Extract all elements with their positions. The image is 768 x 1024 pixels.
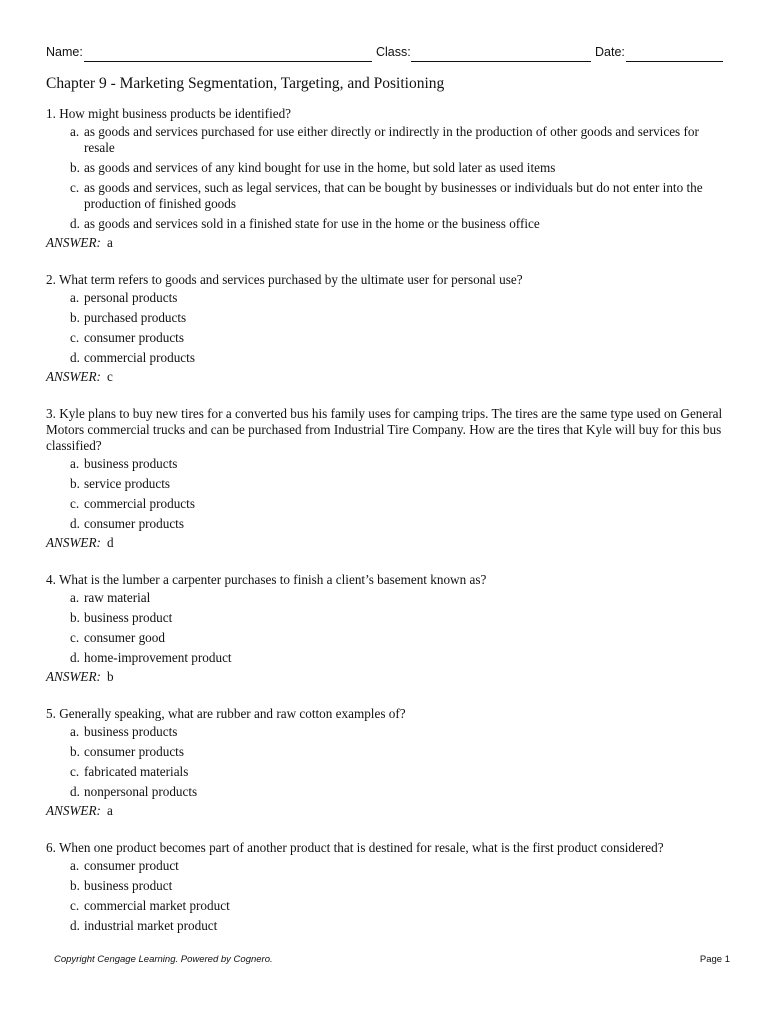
answer-key (46, 369, 726, 385)
choice-letter: d. (70, 350, 80, 365)
copyright-notice: Copyright Cengage Learning. Powered by Cognero. (54, 954, 273, 965)
choice-text: consumer good (84, 630, 165, 645)
choice-letter: b. (70, 744, 80, 759)
question-stem (46, 706, 726, 722)
question-text: What term refers to goods and services purchased by the ultimate user for personal use? (58, 272, 523, 287)
answer-choice (70, 744, 726, 760)
answer-choices (46, 290, 726, 366)
answer-label: ANSWER: (46, 369, 101, 384)
choice-letter: c. (70, 496, 80, 511)
question-number: 6. (46, 840, 56, 855)
answer-choices (46, 590, 726, 666)
chapter-title: Chapter 9 - Marketing Segmentation, Targeting, and Positioning (46, 75, 445, 92)
answer-choices (46, 724, 726, 800)
answer-key (46, 235, 726, 251)
answer-key (46, 535, 726, 551)
answer-choice (70, 858, 726, 874)
question-number: 3. (46, 406, 56, 421)
choice-letter: a. (70, 124, 80, 139)
choice-text: consumer products (84, 744, 184, 759)
question-item (46, 572, 726, 685)
choice-text: business products (84, 724, 178, 739)
answer-choices (46, 858, 726, 934)
answer-choice (70, 898, 726, 914)
choice-letter: c. (70, 330, 80, 345)
date-label: Date: (595, 45, 625, 59)
question-stem (46, 840, 726, 856)
answer-choice (70, 878, 726, 894)
choice-letter: b. (70, 476, 80, 491)
choice-text: as goods and services sold in a finished state for use in the home or the business office (84, 216, 540, 231)
question-item (46, 106, 726, 251)
choice-letter: d. (70, 918, 80, 933)
choice-text: commercial market product (84, 898, 230, 913)
class-blank-line[interactable] (411, 61, 591, 62)
question-stem (46, 572, 726, 588)
answer-label: ANSWER: (46, 535, 101, 550)
question-text: What is the lumber a carpenter purchases to finish a client’s basement known as? (58, 572, 487, 587)
name-blank-line[interactable] (84, 61, 372, 62)
choice-letter: d. (70, 784, 80, 799)
answer-choice (70, 764, 726, 780)
choice-letter: b. (70, 310, 80, 325)
answer-choice (70, 724, 726, 740)
class-label: Class: (376, 45, 411, 59)
question-number: 4. (46, 572, 56, 587)
choice-text: business product (84, 878, 173, 893)
answer-value: c (106, 369, 113, 384)
page-footer (54, 954, 730, 968)
choice-text: as goods and services, such as legal services, that can be bought by businesses or individuals but do not enter into the production of finished goods (84, 180, 703, 211)
answer-choice (70, 350, 726, 366)
question-text: How might business products be identified? (59, 106, 292, 121)
answer-choice (70, 496, 726, 512)
choice-letter: a. (70, 858, 80, 873)
answer-choice (70, 310, 726, 326)
answer-key (46, 803, 726, 819)
question-item (46, 840, 726, 934)
question-number: 2. (46, 272, 56, 287)
answer-choice (70, 330, 726, 346)
choice-letter: c. (70, 764, 80, 779)
answer-choice (70, 180, 726, 212)
name-label: Name: (46, 45, 83, 59)
choice-text: as goods and services purchased for use either directly or indirectly in the production of other goods and services for resale (84, 124, 699, 155)
question-stem (46, 106, 726, 122)
question-number: 5. (46, 706, 56, 721)
choice-text: purchased products (84, 310, 187, 325)
answer-value: b (106, 669, 114, 684)
question-number: 1. (46, 106, 56, 121)
answer-choice (70, 456, 726, 472)
choice-letter: b. (70, 878, 80, 893)
question-stem (46, 272, 726, 288)
choice-text: home-improvement product (84, 650, 232, 665)
choice-letter: c. (70, 898, 80, 913)
question-item (46, 406, 726, 551)
answer-value: a (106, 235, 113, 250)
choice-text: consumer products (84, 330, 184, 345)
answer-choice (70, 476, 726, 492)
choice-letter: a. (70, 590, 80, 605)
choice-text: commercial products (84, 350, 195, 365)
question-text: Generally speaking, what are rubber and raw cotton examples of? (59, 706, 406, 721)
answer-choice (70, 160, 726, 176)
choice-text: industrial market product (84, 918, 218, 933)
choice-text: business product (84, 610, 173, 625)
answer-value: d (106, 535, 114, 550)
choice-letter: a. (70, 456, 80, 471)
choice-text: raw material (84, 590, 151, 605)
answer-choice (70, 516, 726, 532)
question-text: When one product becomes part of another product that is destined for resale, what is the first product considered? (58, 840, 664, 855)
answer-choice (70, 124, 726, 156)
question-item (46, 706, 726, 819)
choice-text: business products (84, 456, 178, 471)
choice-text: fabricated materials (84, 764, 189, 779)
answer-choice (70, 590, 726, 606)
choice-letter: b. (70, 610, 80, 625)
answer-label: ANSWER: (46, 235, 101, 250)
choice-letter: d. (70, 516, 80, 531)
answer-choices (46, 456, 726, 532)
student-info-header (46, 45, 724, 63)
date-blank-line[interactable] (626, 61, 723, 62)
answer-choice (70, 784, 726, 800)
answer-label: ANSWER: (46, 803, 101, 818)
choice-letter: d. (70, 216, 80, 231)
answer-key (46, 669, 726, 685)
question-item (46, 272, 726, 385)
choice-letter: a. (70, 290, 80, 305)
choice-letter: c. (70, 180, 80, 195)
answer-choice (70, 216, 726, 232)
page-number: Page 1 (699, 954, 730, 965)
choice-text: service products (84, 476, 171, 491)
answer-choice (70, 650, 726, 666)
choice-text: nonpersonal products (84, 784, 198, 799)
question-stem (46, 406, 726, 454)
choice-text: personal products (84, 290, 178, 305)
choice-letter: a. (70, 724, 80, 739)
choice-letter: d. (70, 650, 80, 665)
choice-text: as goods and services of any kind bought for use in the home, but sold later as used items (84, 160, 556, 175)
choice-letter: b. (70, 160, 80, 175)
answer-choice (70, 918, 726, 934)
answer-label: ANSWER: (46, 669, 101, 684)
answer-choices (46, 124, 726, 232)
choice-text: consumer product (84, 858, 179, 873)
choice-letter: c. (70, 630, 80, 645)
answer-value: a (106, 803, 113, 818)
answer-choice (70, 610, 726, 626)
answer-choice (70, 290, 726, 306)
question-text: Kyle plans to buy new tires for a converted bus his family uses for camping trips. The tires are the same type used on General Motors commercial trucks and can be purchased from Industrial Tire Company. How are the tires that Kyle will buy for this bus classified? (46, 406, 723, 453)
choice-text: commercial products (84, 496, 195, 511)
question-list (46, 106, 726, 955)
choice-text: consumer products (84, 516, 184, 531)
answer-choice (70, 630, 726, 646)
